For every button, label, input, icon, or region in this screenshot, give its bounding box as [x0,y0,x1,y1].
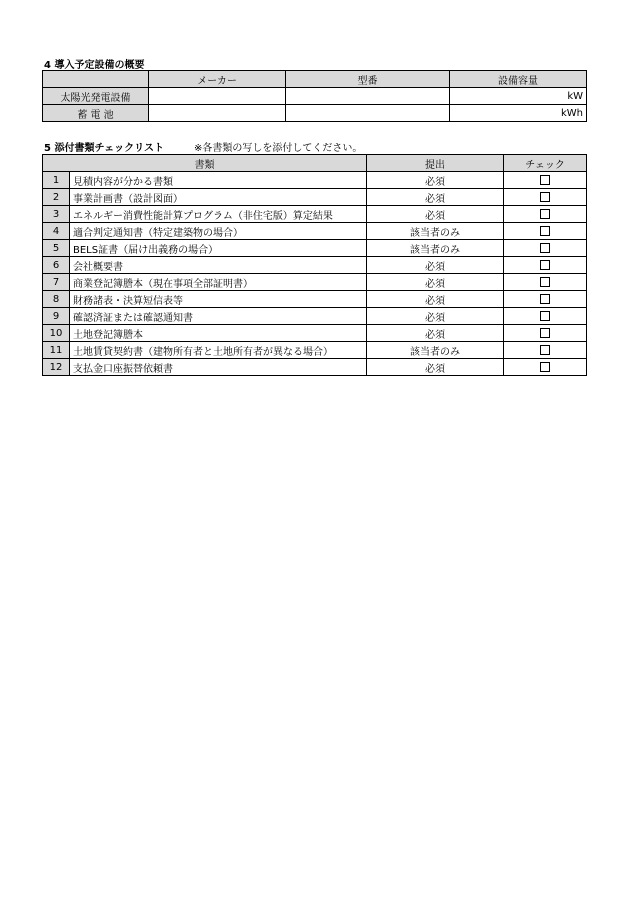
header-submission: 提出 [367,155,504,172]
item-check-cell [504,206,587,223]
item-check-cell [504,308,587,325]
item-submission: 必須 [367,308,504,325]
equipment-header-blank [43,71,149,88]
unit-kwh: kWh [560,107,583,119]
section4-title [44,56,144,71]
item-number: 2 [43,189,70,206]
item-document-name: 適合判定通知書（特定建築物の場合） [70,223,367,240]
item-document-name: 土地賃貸契約書（建物所有者と土地所有者が異なる場合） [70,342,367,359]
item-number: 11 [43,342,70,359]
battery-capacity-field[interactable] [450,105,587,122]
item-check-cell [504,291,587,308]
checkbox[interactable] [540,209,550,219]
item-number: 4 [43,223,70,240]
checklist-body [43,172,587,376]
solar-maker-field[interactable] [149,88,286,105]
item-submission: 必須 [367,274,504,291]
checklist-row [43,308,587,325]
solar-model-field[interactable] [286,88,450,105]
item-check-cell [504,325,587,342]
item-check-cell [504,172,587,189]
checklist-row [43,257,587,274]
item-document-name: 見積内容が分かる書類 [70,172,367,189]
section5-note: ※各書類の写しを添付してください。 [193,143,363,154]
item-check-cell [504,274,587,291]
checklist-row [43,223,587,240]
checkbox[interactable] [540,175,550,185]
item-check-cell [504,189,587,206]
item-document-name: エネルギー消費性能計算プログラム（非住宅版）算定結果 [70,206,367,223]
header-capacity: 設備容量 [450,71,587,88]
item-number: 6 [43,257,70,274]
item-submission: 必須 [367,257,504,274]
header-maker: メーカー [149,71,286,88]
section5-title-text: 5 添付書類チェックリスト [44,143,164,154]
checkbox[interactable] [540,277,550,287]
item-number: 10 [43,325,70,342]
unit-kw: kW [567,90,583,102]
header-model: 型番 [286,71,450,88]
item-document-name: 会社概要書 [70,257,367,274]
checkbox[interactable] [540,226,550,236]
item-submission: 該当者のみ [367,240,504,257]
checkbox[interactable] [540,362,550,372]
equipment-table [42,70,587,122]
header-document: 書類 [43,155,367,172]
battery-model-field[interactable] [286,105,450,122]
checklist-row [43,325,587,342]
item-submission: 必須 [367,325,504,342]
equipment-label: 蓄 電 池 [43,105,149,122]
item-number: 5 [43,240,70,257]
item-number: 3 [43,206,70,223]
item-submission: 必須 [367,172,504,189]
checklist-table [42,154,587,376]
item-number: 12 [43,359,70,376]
item-document-name: 財務諸表・決算短信表等 [70,291,367,308]
item-check-cell [504,240,587,257]
checklist-header-row [43,155,587,172]
item-number: 8 [43,291,70,308]
section4-title-text: 4 導入予定設備の概要 [44,60,145,71]
checkbox[interactable] [540,294,550,304]
checkbox[interactable] [540,192,550,202]
item-document-name: 支払金口座振替依頼書 [70,359,367,376]
item-document-name: BELS証書（届け出義務の場合） [70,240,367,257]
equipment-row-solar [43,88,587,105]
battery-maker-field[interactable] [149,105,286,122]
checklist-row [43,189,587,206]
checklist-row [43,342,587,359]
item-number: 1 [43,172,70,189]
item-number: 7 [43,274,70,291]
checklist-row [43,359,587,376]
item-document-name: 土地登記簿謄本 [70,325,367,342]
checklist-row [43,274,587,291]
item-check-cell [504,223,587,240]
solar-capacity-field[interactable] [450,88,587,105]
checklist-row [43,206,587,223]
item-check-cell [504,342,587,359]
item-submission: 必須 [367,206,504,223]
item-number: 9 [43,308,70,325]
item-document-name: 商業登記簿謄本（現在事項全部証明書） [70,274,367,291]
item-document-name: 事業計画書（設計図面） [70,189,367,206]
section5-title [44,139,362,154]
item-submission: 該当者のみ [367,223,504,240]
item-submission: 必須 [367,291,504,308]
item-submission: 必須 [367,189,504,206]
item-check-cell [504,359,587,376]
item-submission: 必須 [367,359,504,376]
item-check-cell [504,257,587,274]
checkbox[interactable] [540,243,550,253]
checkbox[interactable] [540,260,550,270]
equipment-label: 太陽光発電設備 [43,88,149,105]
checkbox[interactable] [540,345,550,355]
checklist-row [43,172,587,189]
checkbox[interactable] [540,311,550,321]
checkbox[interactable] [540,328,550,338]
header-check: チェック [504,155,587,172]
item-document-name: 確認済証または確認通知書 [70,308,367,325]
checklist-row [43,291,587,308]
equipment-row-battery [43,105,587,122]
item-submission: 該当者のみ [367,342,504,359]
checklist-row [43,240,587,257]
equipment-header-row [43,71,587,88]
